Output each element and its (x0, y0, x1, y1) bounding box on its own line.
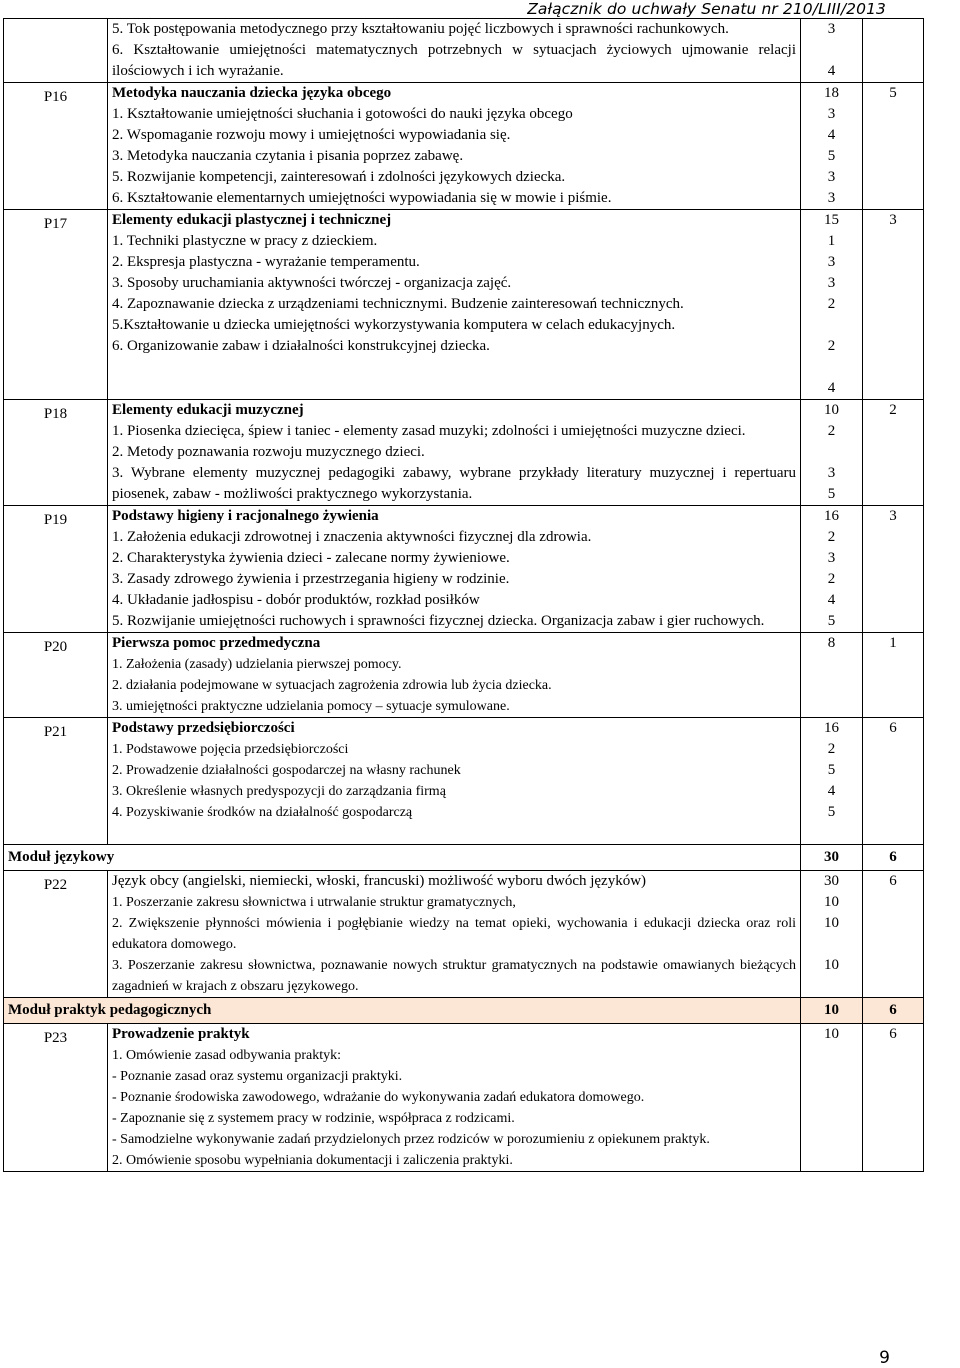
course-code: P19 (4, 506, 108, 633)
hours-value: 3 (827, 550, 836, 566)
module-row-practice (4, 998, 924, 1024)
hours-value: 2 (827, 296, 836, 312)
list-item: 3. Poszerzanie zakresu słownictwa, poznawanie nowych struktur gramatycznych na podstawie omawianych bieżących zagadnień w krajach z obszaru językowego. (112, 958, 796, 994)
list-item: 3. Określenie własnych predyspozycji do zarządzania firmą (112, 784, 446, 799)
table-row (4, 506, 924, 633)
list-item: 1. Założenia edukacji zdrowotnej i znaczenia aktywności fizycznej dla zdrowia. (112, 529, 592, 545)
hours-value: 10 (824, 894, 839, 910)
list-item: - Samodzielne wykonywanie zadań przydzielonych przez rodziców w porozumieniu z opiekunem praktyk. (112, 1132, 710, 1147)
list-item: - Poznanie zasad oraz systemu organizacji praktyki. (112, 1069, 403, 1084)
course-code: P21 (4, 718, 108, 845)
hours-value: 2 (827, 338, 836, 354)
list-item: 1. Piosenka dziecięca, śpiew i taniec - elementy zasad muzyki; zdolności i umiejętności muzyczne dzieci. (112, 423, 746, 439)
module-row-language (4, 845, 924, 871)
list-item: 2. Wspomaganie rozwoju mowy i umiejętności wypowiadania się. (112, 127, 511, 143)
page-number: 9 (879, 1348, 890, 1368)
ects-value: 3 (863, 506, 924, 633)
ects-value: 1 (863, 633, 924, 718)
table-row (4, 210, 924, 400)
table-row (4, 19, 924, 83)
list-item: 1. Kształtowanie umiejętności słuchania i gotowości do nauki języka obcego (112, 106, 573, 122)
list-item: 2. Ekspresja plastyczna - wyrażanie temperamentu. (112, 254, 420, 270)
hours-total: 10 (824, 1026, 839, 1042)
list-item: - Zapoznanie się z systemem pracy w rodzinie, współpraca z rodzicami. (112, 1111, 515, 1126)
list-item: 2. Omówienie sposobu wypełniania dokumentacji i zaliczenia praktyki. (112, 1153, 513, 1168)
list-item: 2. Charakterystyka żywienia dzieci - zalecane normy żywieniowe. (112, 550, 510, 566)
hours-value: 2 (827, 571, 836, 587)
hours-value: 4 (827, 592, 836, 608)
list-item: 2. Metody poznawania rozwoju muzycznego dzieci. (112, 444, 425, 460)
list-item: 5. Rozwijanie kompetencji, zainteresowań i zdolności językowych dziecka. (112, 169, 566, 185)
ects-value: 6 (863, 1024, 924, 1172)
module-label: Moduł praktyk pedagogicznych (4, 998, 801, 1024)
hours-value: 5 (827, 148, 836, 164)
hours-total: 18 (824, 85, 839, 101)
list-item: 2. działania podejmowane w sytuacjach zagrożenia zdrowia lub życia dziecka. (112, 678, 552, 693)
table-row (4, 1024, 924, 1172)
table-row (4, 633, 924, 718)
document-header: Załącznik do uchwały Senatu nr 210/LIII/2013 (527, 0, 886, 18)
hours-value: 3 (827, 169, 836, 185)
hours-value: 4 (827, 63, 836, 79)
hours-value: 3 (827, 275, 836, 291)
module-label: Moduł językowy (4, 845, 801, 871)
list-item: 4. Układanie jadłospisu - dobór produktów, rozkład posiłków (112, 592, 480, 608)
hours-value: 4 (827, 127, 836, 143)
hours-value: 2 (827, 423, 836, 439)
module-ects: 6 (863, 998, 924, 1024)
list-item: 5. Tok postępowania metodycznego przy kształtowaniu pojęć liczbowych i sprawności rachunkowych. (112, 21, 729, 37)
hours-total: 16 (824, 508, 839, 524)
hours-value: 3 (827, 21, 836, 37)
table-row (4, 871, 924, 998)
course-code: P23 (4, 1024, 108, 1172)
list-item: 1. Poszerzanie zakresu słownictwa i utrwalanie struktur gramatycznych, (112, 895, 516, 910)
ects-value: 3 (863, 210, 924, 400)
course-code: P17 (4, 210, 108, 400)
list-item: 5.Kształtowanie u dziecka umiejętności wykorzystywania komputera w celach edukacyjnych. (112, 317, 676, 333)
ects-value: 6 (863, 718, 924, 845)
list-item: 3. Sposoby uruchamiania aktywności twórczej - organizacja zajęć. (112, 275, 512, 291)
hours-value: 10 (824, 915, 839, 931)
table-row (4, 400, 924, 506)
hours-total: 8 (827, 635, 836, 651)
ects-value: 5 (863, 83, 924, 210)
list-item: 6. Organizowanie zabaw i działalności konstrukcyjnej dziecka. (112, 338, 490, 354)
list-item: 1. Założenia (zasady) udzielania pierwszej pomocy. (112, 657, 402, 672)
hours-value: 5 (827, 486, 836, 502)
list-item: 5. Rozwijanie umiejętności ruchowych i sprawności fizycznej dziecka. Organizacja zabaw i gier ruchowych. (112, 613, 765, 629)
hours-value: 3 (827, 106, 836, 122)
hours-value: 10 (824, 957, 839, 973)
ects-value: 6 (863, 871, 924, 998)
module-hours: 10 (801, 998, 863, 1024)
table-row (4, 83, 924, 210)
hours-value: 5 (827, 613, 836, 629)
hours-value: 2 (827, 529, 836, 545)
list-item: 3. Wybrane elementy muzycznej pedagogiki zabawy, wybrane przykłady literatury muzycznej i repertuaru piosenek, zabaw - możliwości praktycznego wykorzystania. (112, 465, 796, 502)
hours-total: 15 (824, 212, 839, 228)
curriculum-table (3, 18, 924, 1172)
course-code: P18 (4, 400, 108, 506)
course-title: Język obcy (angielski, niemiecki, włoski, francuski) możliwość wyboru dwóch języków) (112, 873, 647, 889)
list-item: 6. Kształtowanie elementarnych umiejętności wypowiadania się w mowie i piśmie. (112, 190, 612, 206)
module-hours: 30 (801, 845, 863, 871)
ects-value: 2 (863, 400, 924, 506)
list-item: - Poznanie środowiska zawodowego, wdrażanie do wykonywania zadań edukatora domowego. (112, 1090, 645, 1105)
list-item: 2. Prowadzenie działalności gospodarczej na własny rachunek (112, 763, 461, 778)
hours-value: 1 (827, 233, 836, 249)
hours-value: 5 (827, 804, 836, 820)
module-ects: 6 (863, 845, 924, 871)
list-item: 1. Omówienie zasad odbywania praktyk: (112, 1048, 341, 1063)
course-title: Podstawy higieny i racjonalnego żywienia (112, 508, 379, 524)
hours-value: 3 (827, 465, 836, 481)
course-title: Pierwsza pomoc przedmedyczna (112, 635, 321, 651)
hours-value: 5 (827, 762, 836, 778)
list-item: 2. Zwiększenie płynności mówienia i pogłębianie wiedzy na temat opieki, wychowania i edukacji dziecka oraz roli edukatora domowego. (112, 916, 796, 952)
list-item: 1. Techniki plastyczne w pracy z dzieckiem. (112, 233, 378, 249)
course-title: Metodyka nauczania dziecka języka obcego (112, 85, 392, 101)
table-row (4, 718, 924, 845)
hours-value: 4 (827, 783, 836, 799)
hours-value: 3 (827, 254, 836, 270)
list-item: 4. Zapoznawanie dziecka z urządzeniami technicznymi. Budzenie zainteresowań technicznych. (112, 296, 684, 312)
list-item: 4. Pozyskiwanie środków na działalność gospodarczą (112, 805, 413, 820)
list-item: 1. Podstawowe pojęcia przedsiębiorczości (112, 742, 349, 757)
hours-total: 16 (824, 720, 839, 736)
hours-value: 4 (827, 380, 836, 396)
course-title: Prowadzenie praktyk (112, 1026, 250, 1042)
hours-total: 30 (824, 873, 839, 889)
course-code: P20 (4, 633, 108, 718)
list-item: 3. Zasady zdrowego żywienia i przestrzegania higieny w rodzinie. (112, 571, 510, 587)
course-title: Elementy edukacji plastycznej i technicznej (112, 212, 392, 228)
list-item: 6. Kształtowanie umiejętności matematycznych potrzebnych w sytuacjach życiowych ujmowanie relacji ilościowych i ich wyrażanie. (112, 42, 796, 79)
list-item: 3. Metodyka nauczania czytania i pisania poprzez zabawę. (112, 148, 464, 164)
hours-value: 3 (827, 190, 836, 206)
hours-value: 2 (827, 741, 836, 757)
hours-total: 10 (824, 402, 839, 418)
course-title: Elementy edukacji muzycznej (112, 402, 304, 418)
course-code: P16 (4, 83, 108, 210)
course-title: Podstawy przedsiębiorczości (112, 720, 295, 736)
course-code: P22 (4, 871, 108, 998)
list-item: 3. umiejętności praktyczne udzielania pomocy – sytuacje symulowane. (112, 699, 510, 714)
